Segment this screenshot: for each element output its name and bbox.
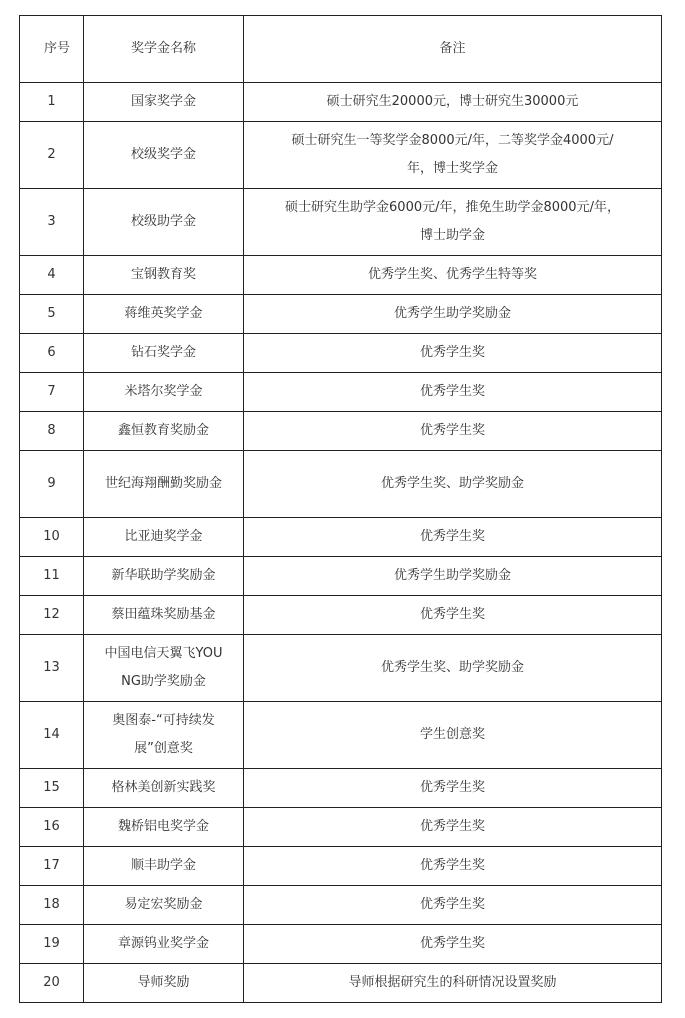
row-scholarship-name: 钻石奖学金 bbox=[84, 334, 244, 373]
row-note: 优秀学生奖 bbox=[244, 373, 662, 412]
row-index: 16 bbox=[20, 808, 84, 847]
row-note: 硕士研究生一等奖学金8000元/年，二等奖学金4000元/年，博士奖学金 bbox=[244, 122, 662, 189]
table-row bbox=[20, 451, 662, 518]
row-index: 18 bbox=[20, 886, 84, 925]
row-index: 2 bbox=[20, 122, 84, 189]
row-note: 硕士研究生助学金6000元/年，推免生助学金8000元/年，博士助学金 bbox=[244, 189, 662, 256]
row-note: 优秀学生奖 bbox=[244, 334, 662, 373]
row-index: 4 bbox=[20, 256, 84, 295]
table-row bbox=[20, 189, 662, 256]
row-index: 15 bbox=[20, 769, 84, 808]
row-note: 优秀学生奖 bbox=[244, 412, 662, 451]
row-scholarship-name: 魏桥铝电奖学金 bbox=[84, 808, 244, 847]
row-index: 13 bbox=[20, 635, 84, 702]
row-note: 优秀学生奖、优秀学生特等奖 bbox=[244, 256, 662, 295]
table-row bbox=[20, 886, 662, 925]
table-row bbox=[20, 518, 662, 557]
table-header bbox=[20, 16, 662, 83]
row-note: 优秀学生奖 bbox=[244, 847, 662, 886]
row-note: 优秀学生奖 bbox=[244, 886, 662, 925]
row-scholarship-name: 校级奖学金 bbox=[84, 122, 244, 189]
table-row bbox=[20, 964, 662, 1003]
row-scholarship-name: 国家奖学金 bbox=[84, 83, 244, 122]
row-note: 优秀学生奖、助学奖励金 bbox=[244, 451, 662, 518]
table-row bbox=[20, 295, 662, 334]
table-row bbox=[20, 925, 662, 964]
row-note: 硕士研究生20000元，博士研究生30000元 bbox=[244, 83, 662, 122]
row-scholarship-name: 中国电信天翼飞YOUNG助学奖励金 bbox=[84, 635, 244, 702]
table-row bbox=[20, 596, 662, 635]
header-name: 奖学金名称 bbox=[84, 16, 244, 83]
row-scholarship-name: 校级助学金 bbox=[84, 189, 244, 256]
table-row bbox=[20, 83, 662, 122]
row-index: 8 bbox=[20, 412, 84, 451]
row-scholarship-name: 新华联助学奖励金 bbox=[84, 557, 244, 596]
row-index: 10 bbox=[20, 518, 84, 557]
scholarship-table bbox=[19, 15, 662, 1003]
row-index: 6 bbox=[20, 334, 84, 373]
row-index: 14 bbox=[20, 702, 84, 769]
row-index: 3 bbox=[20, 189, 84, 256]
row-index: 20 bbox=[20, 964, 84, 1003]
scholarship-table-container bbox=[19, 15, 662, 1003]
table-row bbox=[20, 702, 662, 769]
row-note: 优秀学生助学奖励金 bbox=[244, 295, 662, 334]
row-note: 优秀学生助学奖励金 bbox=[244, 557, 662, 596]
table-row bbox=[20, 122, 662, 189]
row-scholarship-name: 世纪海翔酬勤奖励金 bbox=[84, 451, 244, 518]
header-note: 备注 bbox=[244, 16, 662, 83]
header-row bbox=[20, 16, 662, 83]
row-scholarship-name: 比亚迪奖学金 bbox=[84, 518, 244, 557]
row-note: 学生创意奖 bbox=[244, 702, 662, 769]
row-scholarship-name: 顺丰助学金 bbox=[84, 847, 244, 886]
row-index: 12 bbox=[20, 596, 84, 635]
header-index: 序号 bbox=[20, 16, 84, 83]
row-note: 优秀学生奖 bbox=[244, 808, 662, 847]
row-note: 导师根据研究生的科研情况设置奖励 bbox=[244, 964, 662, 1003]
row-note: 优秀学生奖 bbox=[244, 769, 662, 808]
table-row bbox=[20, 635, 662, 702]
row-index: 11 bbox=[20, 557, 84, 596]
row-note: 优秀学生奖 bbox=[244, 925, 662, 964]
table-body bbox=[20, 83, 662, 1003]
table-row bbox=[20, 373, 662, 412]
row-note: 优秀学生奖 bbox=[244, 596, 662, 635]
table-row bbox=[20, 847, 662, 886]
row-scholarship-name: 奥图泰-“可持续发展”创意奖 bbox=[84, 702, 244, 769]
row-scholarship-name: 章源钨业奖学金 bbox=[84, 925, 244, 964]
table-row bbox=[20, 557, 662, 596]
row-note: 优秀学生奖 bbox=[244, 518, 662, 557]
row-scholarship-name: 宝钢教育奖 bbox=[84, 256, 244, 295]
table-row bbox=[20, 256, 662, 295]
row-scholarship-name: 蔡田蕴珠奖励基金 bbox=[84, 596, 244, 635]
table-row bbox=[20, 769, 662, 808]
row-scholarship-name: 导师奖励 bbox=[84, 964, 244, 1003]
row-scholarship-name: 格林美创新实践奖 bbox=[84, 769, 244, 808]
row-scholarship-name: 蒋维英奖学金 bbox=[84, 295, 244, 334]
row-note: 优秀学生奖、助学奖励金 bbox=[244, 635, 662, 702]
row-index: 7 bbox=[20, 373, 84, 412]
row-index: 17 bbox=[20, 847, 84, 886]
row-index: 19 bbox=[20, 925, 84, 964]
row-scholarship-name: 鑫恒教育奖励金 bbox=[84, 412, 244, 451]
row-index: 1 bbox=[20, 83, 84, 122]
row-index: 5 bbox=[20, 295, 84, 334]
row-scholarship-name: 米塔尔奖学金 bbox=[84, 373, 244, 412]
row-scholarship-name: 易定宏奖励金 bbox=[84, 886, 244, 925]
table-row bbox=[20, 334, 662, 373]
table-row bbox=[20, 412, 662, 451]
table-row bbox=[20, 808, 662, 847]
row-index: 9 bbox=[20, 451, 84, 518]
